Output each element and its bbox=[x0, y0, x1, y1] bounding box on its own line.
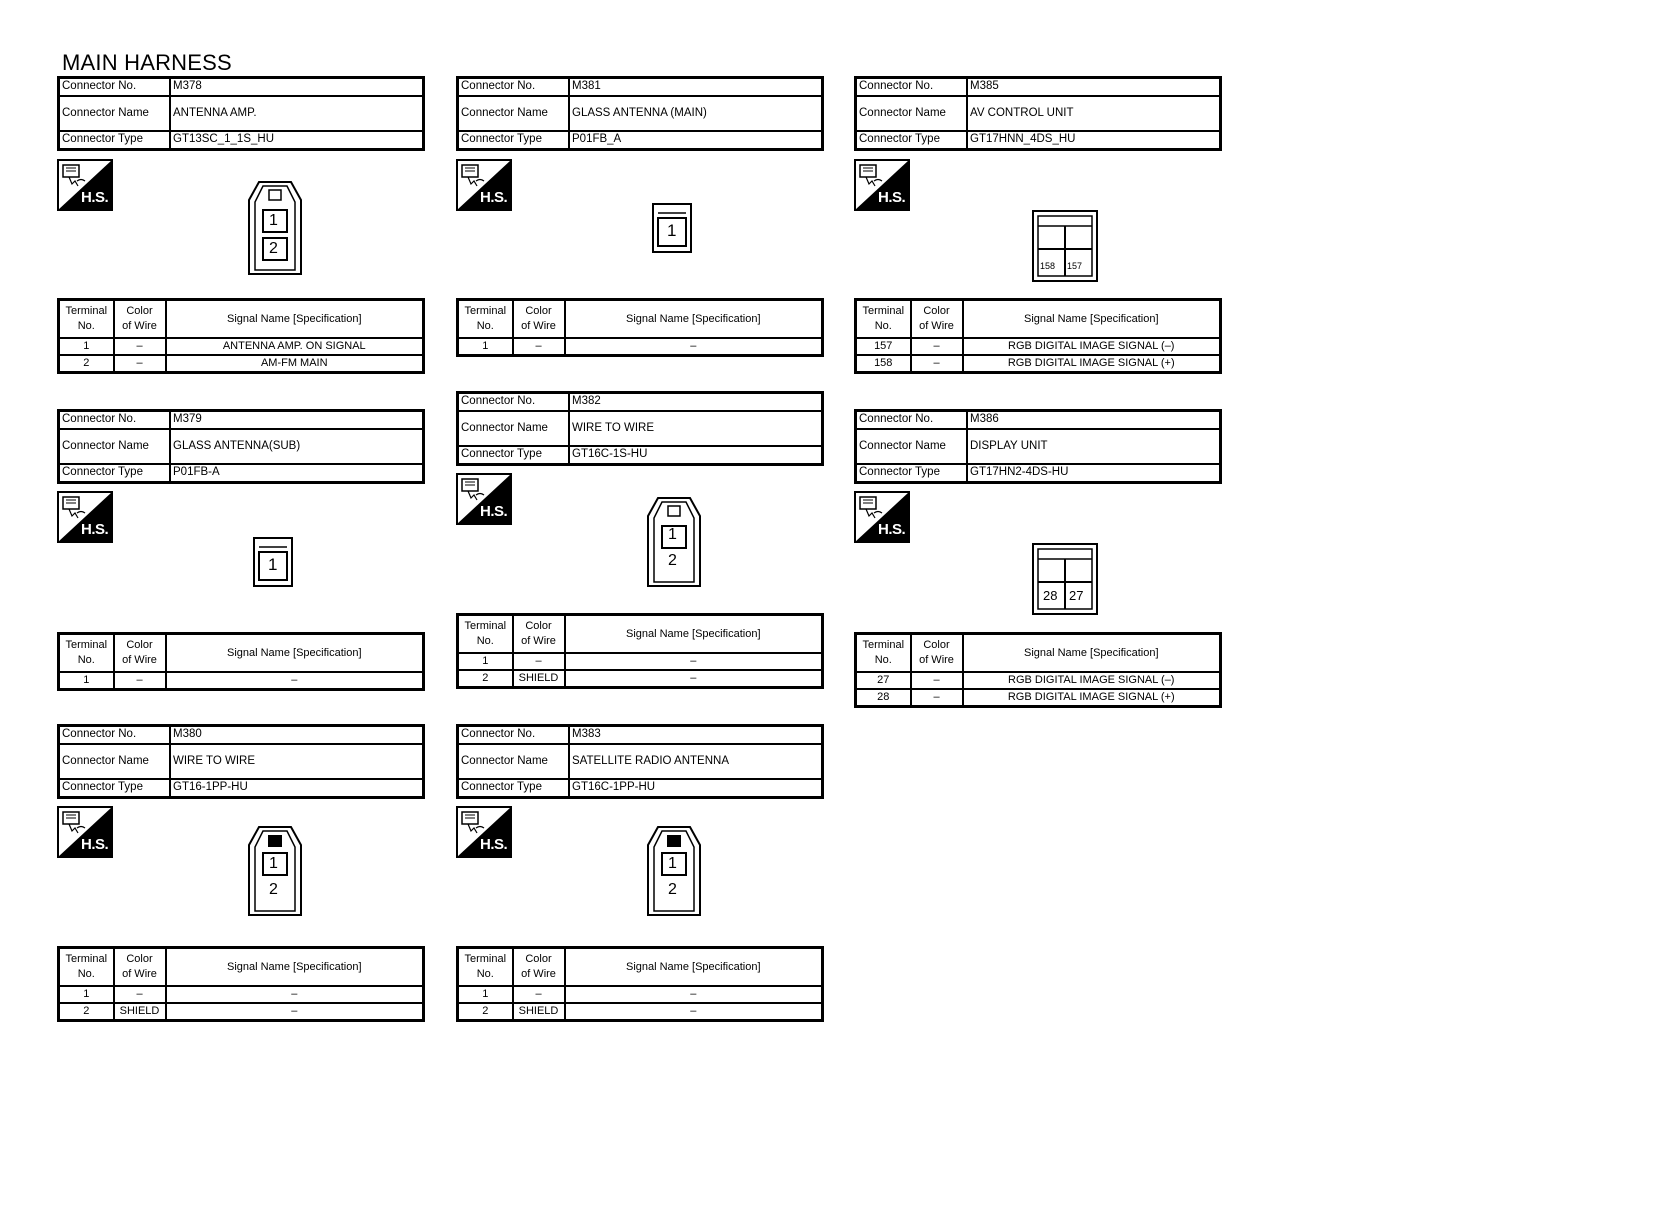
signal-name-header: Signal Name [Specification] bbox=[565, 948, 823, 987]
signal-name-header: Signal Name [Specification] bbox=[565, 300, 823, 339]
wire-color-cell: – bbox=[513, 338, 565, 356]
pin-label: 1 bbox=[668, 526, 677, 543]
connector-type-label: Connector Type bbox=[59, 464, 171, 483]
pin-label: 2 bbox=[668, 552, 677, 569]
pin-label: 158 bbox=[1040, 261, 1056, 271]
connector-type-value: GT17HN2-4DS-HU bbox=[967, 464, 1221, 483]
terminal-no-cell: 2 bbox=[458, 670, 513, 688]
color-of-wire-header: Color of Wire bbox=[114, 634, 166, 673]
connector-type-value: GT16C-1S-HU bbox=[569, 446, 823, 465]
wire-color-cell: – bbox=[114, 355, 166, 373]
connector-name-label: Connector Name bbox=[458, 744, 570, 779]
pin-label: 27 bbox=[1069, 588, 1084, 603]
connector-name-label: Connector Name bbox=[458, 411, 570, 446]
pin-label: 1 bbox=[268, 555, 278, 574]
pin-label: 2 bbox=[668, 881, 677, 898]
connector-name-value: AV CONTROL UNIT bbox=[967, 96, 1221, 131]
terminal-no-header: Terminal No. bbox=[59, 300, 114, 339]
pin-label: 1 bbox=[269, 212, 278, 229]
terminal-row bbox=[458, 1003, 823, 1021]
connector-info-table bbox=[456, 391, 824, 466]
connector-no-label: Connector No. bbox=[59, 411, 171, 430]
signal-name-cell: – bbox=[166, 1003, 424, 1021]
terminal-no-header: Terminal No. bbox=[856, 634, 911, 673]
pin-label: 1 bbox=[668, 855, 677, 872]
connector-no-label: Connector No. bbox=[458, 393, 570, 412]
pin-label: 1 bbox=[667, 221, 677, 240]
connector-name-value: SATELLITE RADIO ANTENNA bbox=[569, 744, 823, 779]
connector-type-value: P01FB_A bbox=[569, 131, 823, 150]
signal-name-header: Signal Name [Specification] bbox=[963, 300, 1221, 339]
terminal-no-cell: 1 bbox=[458, 986, 513, 1003]
terminal-table bbox=[456, 613, 824, 689]
color-of-wire-header: Color of Wire bbox=[513, 300, 565, 339]
signal-name-cell: – bbox=[166, 986, 424, 1003]
connector-info-table bbox=[456, 76, 824, 151]
wire-color-cell: – bbox=[114, 986, 166, 1003]
hs-badge-label: H.S. bbox=[480, 189, 508, 206]
connector-type-label: Connector Type bbox=[59, 779, 171, 798]
connector-info-table bbox=[57, 409, 425, 484]
connector-no-value: M386 bbox=[967, 411, 1221, 430]
terminal-table bbox=[456, 298, 824, 357]
connector-no-label: Connector No. bbox=[856, 411, 968, 430]
signal-name-cell: – bbox=[565, 653, 823, 670]
connector-type-value: P01FB-A bbox=[170, 464, 424, 483]
connector-face-diagram bbox=[1032, 210, 1098, 282]
terminal-no-header: Terminal No. bbox=[458, 300, 513, 339]
signal-name-cell: AM-FM MAIN bbox=[166, 355, 424, 373]
terminal-table bbox=[57, 632, 425, 691]
connector-name-value: GLASS ANTENNA(SUB) bbox=[170, 429, 424, 464]
connector-name-label: Connector Name bbox=[458, 96, 570, 131]
connector-no-label: Connector No. bbox=[59, 726, 171, 745]
hs-badge-label: H.S. bbox=[480, 503, 508, 520]
terminal-no-header: Terminal No. bbox=[59, 634, 114, 673]
terminal-no-header: Terminal No. bbox=[458, 948, 513, 987]
connector-name-label: Connector Name bbox=[59, 429, 171, 464]
connector-no-label: Connector No. bbox=[458, 726, 570, 745]
wire-color-cell: – bbox=[911, 338, 963, 355]
terminal-no-cell: 2 bbox=[458, 1003, 513, 1021]
signal-name-header: Signal Name [Specification] bbox=[166, 948, 424, 987]
connector-info-table bbox=[854, 409, 1222, 484]
pin-label: 1 bbox=[269, 855, 278, 872]
signal-name-cell: RGB DIGITAL IMAGE SIGNAL (–) bbox=[963, 338, 1221, 355]
connector-no-value: M382 bbox=[569, 393, 823, 412]
terminal-row bbox=[59, 986, 424, 1003]
wire-color-cell: SHIELD bbox=[513, 670, 565, 688]
hs-badge-label: H.S. bbox=[480, 836, 508, 853]
signal-name-header: Signal Name [Specification] bbox=[565, 615, 823, 654]
connector-no-label: Connector No. bbox=[59, 78, 171, 97]
connector-type-label: Connector Type bbox=[458, 779, 570, 798]
terminal-row bbox=[458, 338, 823, 356]
terminal-row bbox=[856, 672, 1221, 689]
color-of-wire-header: Color of Wire bbox=[911, 300, 963, 339]
connector-type-value: GT16C-1PP-HU bbox=[569, 779, 823, 798]
terminal-row bbox=[458, 670, 823, 688]
terminal-row bbox=[856, 689, 1221, 707]
signal-name-cell: – bbox=[565, 1003, 823, 1021]
signal-name-header: Signal Name [Specification] bbox=[166, 300, 424, 339]
terminal-no-cell: 28 bbox=[856, 689, 911, 707]
terminal-table bbox=[57, 946, 425, 1022]
connector-name-value: DISPLAY UNIT bbox=[967, 429, 1221, 464]
terminal-no-cell: 1 bbox=[458, 653, 513, 670]
connector-info-table bbox=[57, 724, 425, 799]
signal-name-cell: – bbox=[565, 338, 823, 356]
terminal-no-cell: 1 bbox=[59, 338, 114, 355]
connector-info-table bbox=[854, 76, 1222, 151]
terminal-row bbox=[458, 653, 823, 670]
terminal-no-cell: 27 bbox=[856, 672, 911, 689]
pin-label: 2 bbox=[269, 881, 278, 898]
color-of-wire-header: Color of Wire bbox=[513, 948, 565, 987]
terminal-row bbox=[59, 1003, 424, 1021]
terminal-row bbox=[458, 986, 823, 1003]
connector-type-value: GT17HNN_4DS_HU bbox=[967, 131, 1221, 150]
terminal-no-cell: 1 bbox=[458, 338, 513, 356]
connector-type-label: Connector Type bbox=[458, 131, 570, 150]
page-title: MAIN HARNESS bbox=[62, 50, 232, 75]
signal-name-cell: – bbox=[565, 986, 823, 1003]
terminal-no-cell: 2 bbox=[59, 355, 114, 373]
wire-color-cell: – bbox=[114, 338, 166, 355]
connector-type-label: Connector Type bbox=[59, 131, 171, 150]
connector-info-table bbox=[456, 724, 824, 799]
color-of-wire-header: Color of Wire bbox=[114, 948, 166, 987]
wire-color-cell: – bbox=[911, 672, 963, 689]
connector-no-value: M378 bbox=[170, 78, 424, 97]
signal-name-cell: ANTENNA AMP. ON SIGNAL bbox=[166, 338, 424, 355]
connector-name-value: WIRE TO WIRE bbox=[170, 744, 424, 779]
terminal-no-cell: 2 bbox=[59, 1003, 114, 1021]
terminal-row bbox=[856, 338, 1221, 355]
connector-name-label: Connector Name bbox=[59, 96, 171, 131]
terminal-no-header: Terminal No. bbox=[59, 948, 114, 987]
connector-type-value: GT13SC_1_1S_HU bbox=[170, 131, 424, 150]
connector-info-table bbox=[57, 76, 425, 151]
connector-no-value: M380 bbox=[170, 726, 424, 745]
connector-name-value: WIRE TO WIRE bbox=[569, 411, 823, 446]
connector-name-label: Connector Name bbox=[856, 96, 968, 131]
wire-color-cell: – bbox=[911, 689, 963, 707]
terminal-no-cell: 1 bbox=[59, 672, 114, 690]
pin-label: 2 bbox=[269, 240, 278, 257]
wire-color-cell: SHIELD bbox=[513, 1003, 565, 1021]
connector-name-label: Connector Name bbox=[59, 744, 171, 779]
terminal-row bbox=[856, 355, 1221, 373]
connector-no-value: M383 bbox=[569, 726, 823, 745]
connector-face-diagram bbox=[1032, 543, 1098, 615]
terminal-row bbox=[59, 355, 424, 373]
connector-type-label: Connector Type bbox=[856, 464, 968, 483]
terminal-no-cell: 158 bbox=[856, 355, 911, 373]
wire-color-cell: – bbox=[513, 653, 565, 670]
terminal-no-cell: 157 bbox=[856, 338, 911, 355]
color-of-wire-header: Color of Wire bbox=[911, 634, 963, 673]
connector-no-value: M379 bbox=[170, 411, 424, 430]
signal-name-cell: – bbox=[565, 670, 823, 688]
color-of-wire-header: Color of Wire bbox=[114, 300, 166, 339]
connector-no-value: M385 bbox=[967, 78, 1221, 97]
hs-badge-label: H.S. bbox=[878, 521, 906, 538]
hs-badge-label: H.S. bbox=[81, 189, 109, 206]
wire-color-cell: SHIELD bbox=[114, 1003, 166, 1021]
connector-name-value: GLASS ANTENNA (MAIN) bbox=[569, 96, 823, 131]
connector-type-label: Connector Type bbox=[458, 446, 570, 465]
connector-name-value: ANTENNA AMP. bbox=[170, 96, 424, 131]
hs-badge-label: H.S. bbox=[878, 189, 906, 206]
signal-name-cell: – bbox=[166, 672, 424, 690]
terminal-no-cell: 1 bbox=[59, 986, 114, 1003]
wire-color-cell: – bbox=[114, 672, 166, 690]
signal-name-cell: RGB DIGITAL IMAGE SIGNAL (+) bbox=[963, 355, 1221, 373]
terminal-row bbox=[59, 672, 424, 690]
hs-badge-label: H.S. bbox=[81, 521, 109, 538]
wire-color-cell: – bbox=[911, 355, 963, 373]
terminal-table bbox=[57, 298, 425, 374]
pin-label: 157 bbox=[1067, 261, 1083, 271]
signal-name-header: Signal Name [Specification] bbox=[963, 634, 1221, 673]
signal-name-header: Signal Name [Specification] bbox=[166, 634, 424, 673]
connector-type-label: Connector Type bbox=[856, 131, 968, 150]
wire-color-cell: – bbox=[513, 986, 565, 1003]
hs-badge-label: H.S. bbox=[81, 836, 109, 853]
terminal-table bbox=[456, 946, 824, 1022]
connector-name-label: Connector Name bbox=[856, 429, 968, 464]
signal-name-cell: RGB DIGITAL IMAGE SIGNAL (–) bbox=[963, 672, 1221, 689]
connector-no-label: Connector No. bbox=[856, 78, 968, 97]
terminal-table bbox=[854, 632, 1222, 708]
terminal-no-header: Terminal No. bbox=[856, 300, 911, 339]
terminal-row bbox=[59, 338, 424, 355]
signal-name-cell: RGB DIGITAL IMAGE SIGNAL (+) bbox=[963, 689, 1221, 707]
pin-label: 28 bbox=[1043, 588, 1058, 603]
connector-type-value: GT16-1PP-HU bbox=[170, 779, 424, 798]
connector-no-label: Connector No. bbox=[458, 78, 570, 97]
terminal-table bbox=[854, 298, 1222, 374]
color-of-wire-header: Color of Wire bbox=[513, 615, 565, 654]
terminal-no-header: Terminal No. bbox=[458, 615, 513, 654]
connector-no-value: M381 bbox=[569, 78, 823, 97]
